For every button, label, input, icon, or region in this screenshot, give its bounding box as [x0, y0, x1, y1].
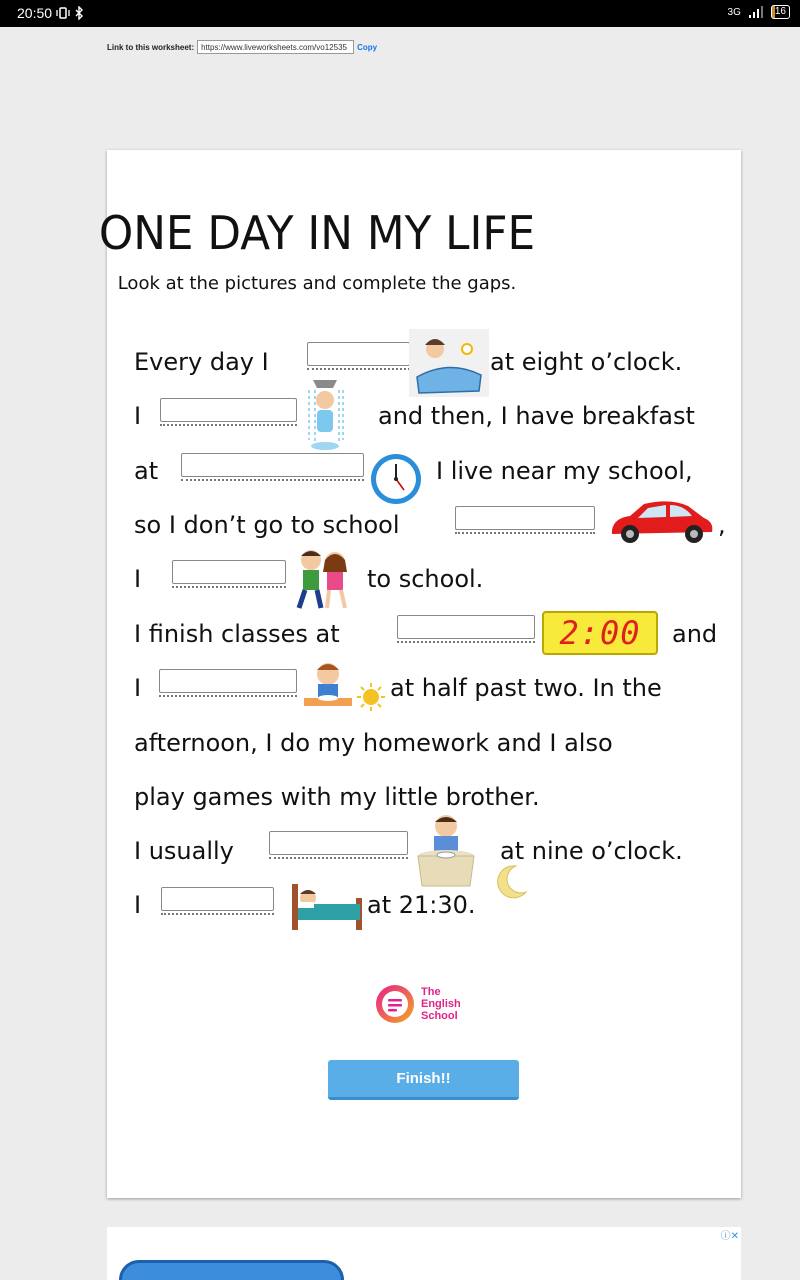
text-line10-a: I usually — [134, 837, 234, 865]
bluetooth-icon — [74, 6, 84, 20]
logo-line-1: The — [421, 986, 441, 998]
worksheet-subtitle: Look at the pictures and complete the gaps. — [117, 273, 517, 294]
worksheet-title: ONE DAY IN MY LIFE — [98, 206, 536, 260]
ad-close-icon[interactable]: ⓘ✕ — [720, 1231, 739, 1242]
logo-line-2: English — [421, 998, 461, 1010]
sun-icon — [356, 682, 386, 712]
clock-picture — [368, 452, 424, 506]
text-line5-a: I — [134, 565, 142, 593]
bed-picture — [290, 878, 364, 932]
status-time: 20:50 — [17, 5, 53, 21]
signal-icon — [749, 6, 763, 18]
answer-input-7[interactable] — [159, 669, 297, 693]
worksheet-link-row — [107, 40, 377, 54]
gap-9 — [161, 887, 274, 915]
answer-input-4[interactable] — [455, 506, 595, 530]
digital-clock-time: 2:00 — [559, 614, 641, 652]
gap-2 — [160, 398, 297, 426]
gap-7 — [159, 669, 297, 697]
text-line2-b: and then, I have breakfast — [378, 402, 695, 430]
text-line4-b: , — [718, 511, 726, 539]
status-left-icons — [56, 6, 84, 20]
logo-text — [421, 986, 461, 1022]
gap-8 — [269, 831, 408, 859]
ad-graphic[interactable] — [119, 1260, 344, 1280]
shower-picture — [303, 376, 348, 452]
text-line4-a: so I don’t go to school — [134, 511, 400, 539]
wake-up-picture — [409, 329, 489, 397]
logo-line-3: School — [421, 1010, 458, 1022]
text-line1-b: at eight o’clock. — [490, 348, 683, 376]
answer-input-8[interactable] — [269, 831, 408, 855]
answer-input-3[interactable] — [181, 453, 364, 477]
answer-input-6[interactable] — [397, 615, 535, 639]
walking-children-picture — [289, 546, 357, 612]
gap-6 — [397, 615, 535, 643]
dinner-picture — [414, 812, 478, 890]
text-line3-b: I live near my school, — [436, 457, 693, 485]
answer-input-2[interactable] — [160, 398, 297, 422]
text-line7-a: I — [134, 674, 142, 702]
ad-banner — [107, 1227, 741, 1280]
text-line3-a: at — [134, 457, 159, 485]
text-line2-a: I — [134, 402, 142, 430]
answer-input-9[interactable] — [161, 887, 274, 911]
english-school-logo — [375, 984, 461, 1024]
digital-clock-picture — [542, 611, 658, 655]
text-line9: play games with my little brother. — [134, 783, 540, 811]
link-url-input[interactable] — [197, 40, 354, 54]
answer-input-1[interactable] — [307, 342, 410, 366]
moon-icon — [494, 864, 528, 900]
text-line1-a: Every day I — [134, 348, 269, 376]
answer-input-5[interactable] — [172, 560, 286, 584]
gap-1 — [307, 342, 410, 370]
copy-link-button[interactable]: Copy — [357, 42, 378, 52]
text-line5-b: to school. — [367, 565, 484, 593]
text-line7-b: at half past two. In the — [390, 674, 662, 702]
text-line8: afternoon, I do my homework and I also — [134, 729, 613, 757]
status-right-icons — [728, 5, 790, 19]
lunch-picture — [300, 656, 356, 712]
text-line6-b: and — [672, 620, 718, 648]
vibrate-icon — [56, 7, 70, 19]
text-line11-a: I — [134, 891, 142, 919]
car-picture — [608, 496, 716, 548]
finish-button[interactable]: Finish!! — [328, 1060, 519, 1100]
text-line11-b: at 21:30. — [367, 891, 476, 919]
gap-4 — [455, 506, 595, 534]
text-line6-a: I finish classes at — [134, 620, 340, 648]
gap-5 — [172, 560, 286, 588]
link-label: Link to this worksheet: — [107, 42, 195, 52]
text-line10-b: at nine o’clock. — [500, 837, 683, 865]
gap-3 — [181, 453, 364, 481]
status-bar — [0, 0, 800, 27]
battery-icon: 16 — [771, 5, 790, 19]
speech-bubble-icon — [375, 984, 415, 1024]
network-type: 3G — [727, 6, 741, 18]
